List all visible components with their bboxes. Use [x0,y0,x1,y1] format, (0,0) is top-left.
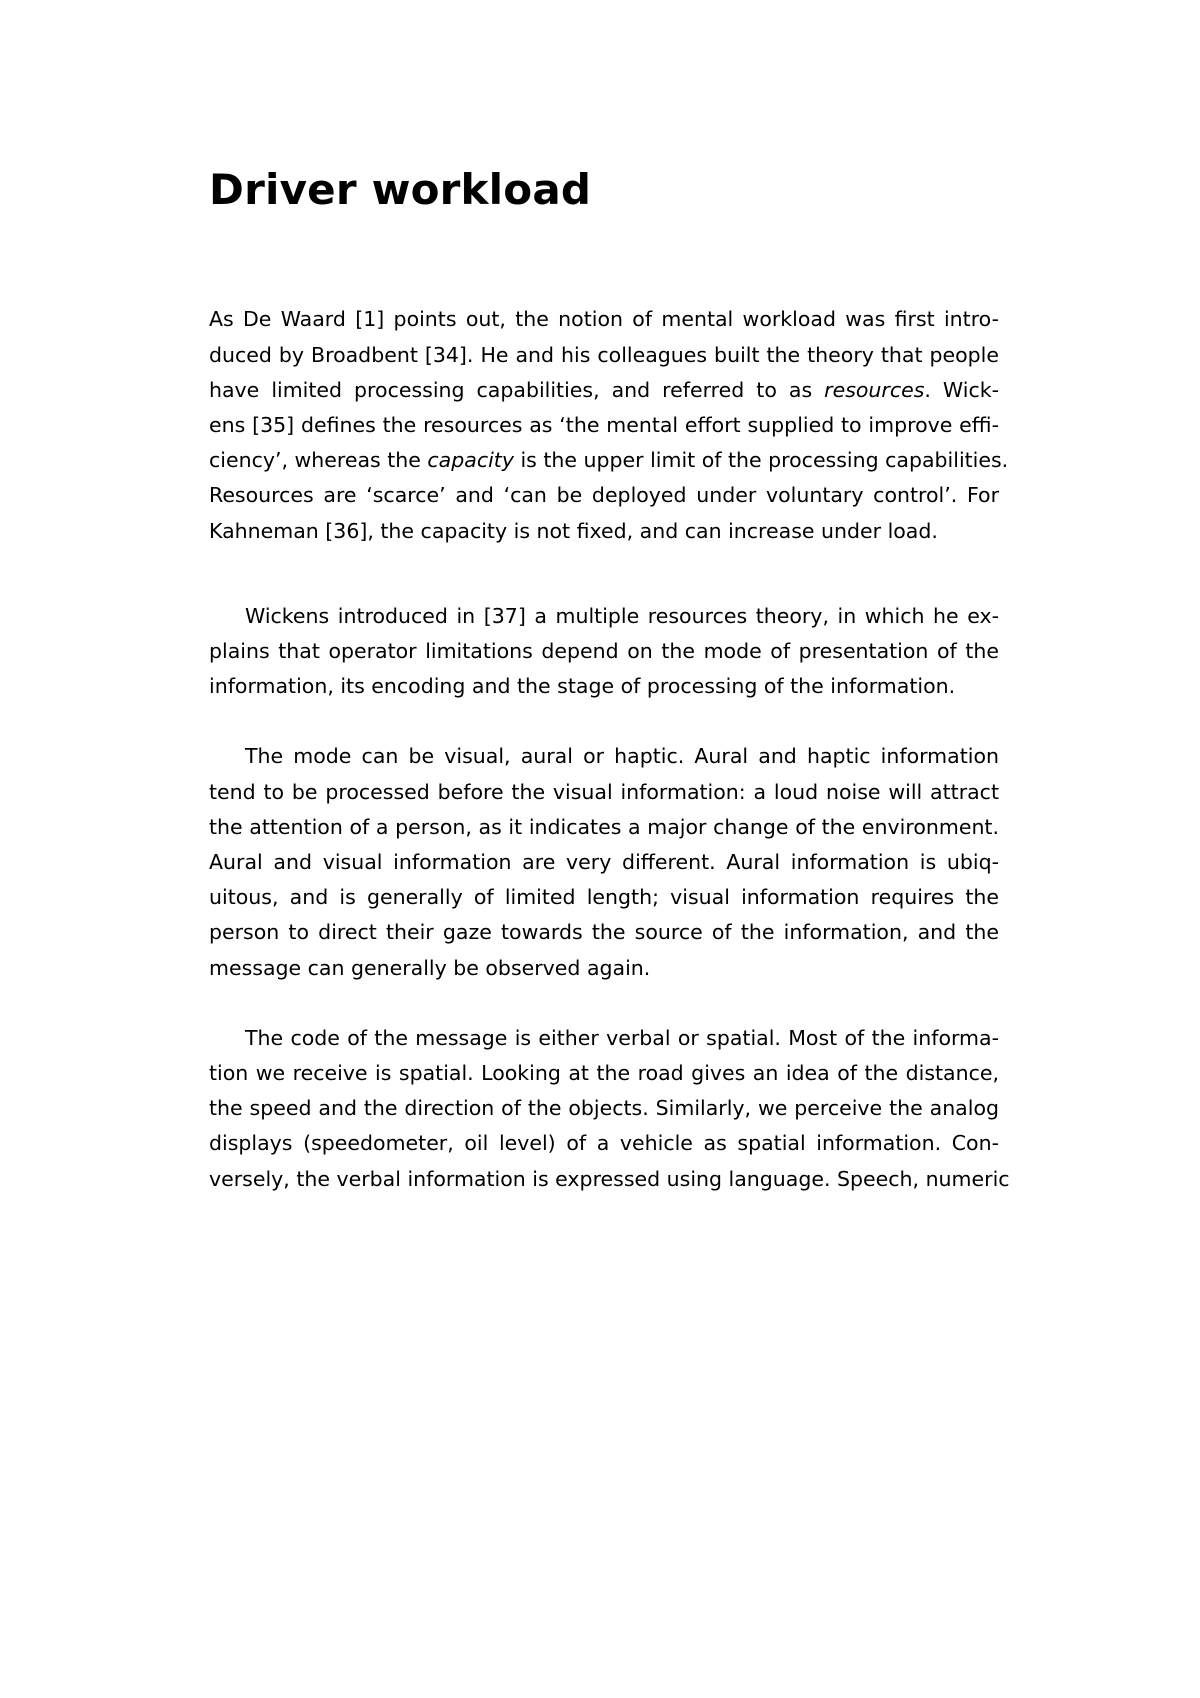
italic-term-resources: resources [824,377,925,402]
paragraph-line: versely, the verbal information is expressed using language. Speech, numeric [209,1166,1010,1191]
paragraph-line: tend to be processed before the visual information: a loud noise will attract [209,779,999,804]
paragraph-spacer [209,986,999,1021]
page-content [209,165,1010,1197]
paragraph-3 [209,739,999,985]
paragraph-line: message can generally be observed again. [209,955,651,980]
paragraph-spacer [209,704,999,739]
paragraph-line: ens [35] defines the resources as ‘the mental effort supplied to improve effi- [209,412,999,437]
page-title: Driver workload [209,165,592,214]
paragraph-line: displays (speedometer, oil level) of a vehicle as spatial information. Con- [209,1131,999,1156]
paragraph-line: person to direct their gaze towards the source of the information, and the [209,920,999,945]
paragraph-line: The mode can be visual, aural or haptic. Aural and haptic information [245,744,999,769]
paragraph-line: the attention of a person, as it indicates a major change of the environment. [209,814,999,839]
paragraph-line: Aural and visual information are very different. Aural information is ubiq- [209,849,999,874]
paragraph-4 [209,1021,1010,1197]
paragraph-line: Resources are ‘scarce’ and ‘can be deployed under voluntary control’. For [209,483,999,508]
paragraph-line: The code of the message is either verbal or spatial. Most of the informa- [245,1025,999,1050]
paragraph-line: uitous, and is generally of limited length; visual information requires the [209,885,999,910]
paragraph-line: ciency’, whereas the capacity is the upper limit of the processing capabilities. [209,448,1009,473]
paragraph-line: Kahneman [36], the capacity is not fixed, and can increase under load. [209,518,938,543]
paragraph-spacer [209,549,999,599]
paragraph-line: tion we receive is spatial. Looking at the road gives an idea of the distance, [209,1060,999,1085]
paragraph-line: As De Waard [1] points out, the notion of mental workload was first intro- [209,307,999,332]
paragraph-line: plains that operator limitations depend on the mode of presentation of the [209,638,999,663]
paragraph-2 [209,599,999,705]
paragraph-line: duced by Broadbent [34]. He and his colleagues built the theory that people [209,342,999,367]
paragraph-line: have limited processing capabilities, and referred to as resources. Wick- [209,377,999,402]
paragraph-line: Wickens introduced in [37] a multiple resources theory, in which he ex- [245,603,999,628]
italic-term-capacity: capacity [427,448,514,473]
paragraph-1 [209,302,1009,548]
paragraph-line: information, its encoding and the stage of processing of the information. [209,674,956,699]
paragraph-line: the speed and the direction of the objects. Similarly, we perceive the analog [209,1096,999,1121]
